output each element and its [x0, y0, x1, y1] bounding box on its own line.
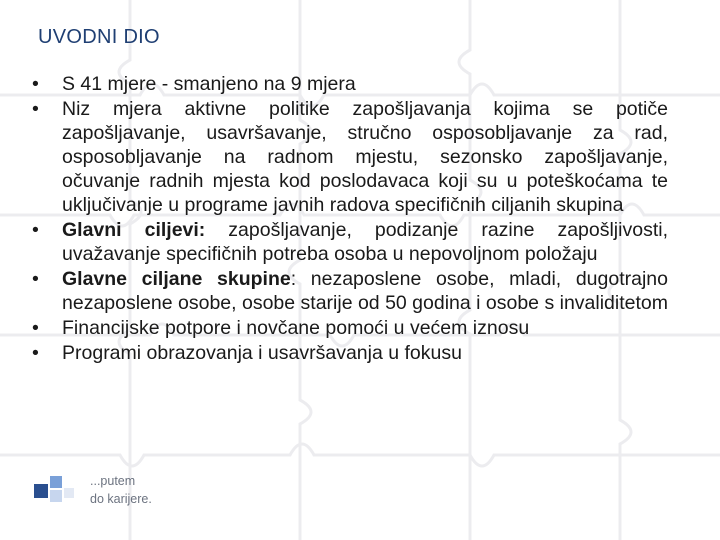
list-item [30, 97, 668, 217]
bullet-icon: • [32, 219, 39, 241]
bullet-text: Financijske potpore i novčane pomoći u većem iznosu [62, 317, 530, 339]
bullet-label: Glavni ciljevi: [62, 219, 206, 241]
bullet-text: S 41 mjere - smanjeno na 9 mjera [62, 73, 356, 95]
bullet-text: Niz mjera aktivne politike zapošljavanja kojima se potiče zapošljavanje, usavršavanje, stručno osposobljavanje za rad, osposobljavanje na radnom mjestu, sezonsko zapošljavanje, očuvanje radnih mjesta kod poslodavaca koji su u poteškoćama te uključivanje u programe javnih radova specifičnih ciljanih skupina [62, 98, 668, 216]
list-item [30, 218, 668, 266]
bullet-text: zapošljavanje, podizanje razine zapošljivosti, uvažavanje specifičnih potreba osoba u nepovoljnom položaju [62, 219, 668, 265]
bullet-label: Glavne ciljane skupine [62, 268, 291, 290]
bullet-icon: • [32, 342, 39, 364]
logo [34, 466, 194, 514]
list-item [30, 316, 668, 340]
bullet-text: : nezaposlene osobe, mladi, dugotrajno nezaposlene osobe, osobe starije od 50 godina i osobe s invaliditetom [62, 268, 668, 314]
bullet-icon: • [32, 98, 39, 120]
logo-line-2: do karijere. [90, 492, 152, 506]
list-item [30, 267, 668, 315]
bullet-icon: • [32, 73, 39, 95]
bullet-icon: • [32, 268, 39, 290]
logo-line-1: ...putem [90, 474, 136, 488]
list-item [30, 72, 668, 96]
logo-mark-icon [34, 474, 78, 514]
slide-title: UVODNI DIO [38, 26, 160, 48]
bullet-icon: • [32, 317, 39, 339]
bullet-text: Programi obrazovanja i usavršavanja u fokusu [62, 342, 462, 364]
list-item [30, 341, 668, 365]
bullet-list [30, 72, 668, 366]
logo-text [90, 472, 152, 508]
